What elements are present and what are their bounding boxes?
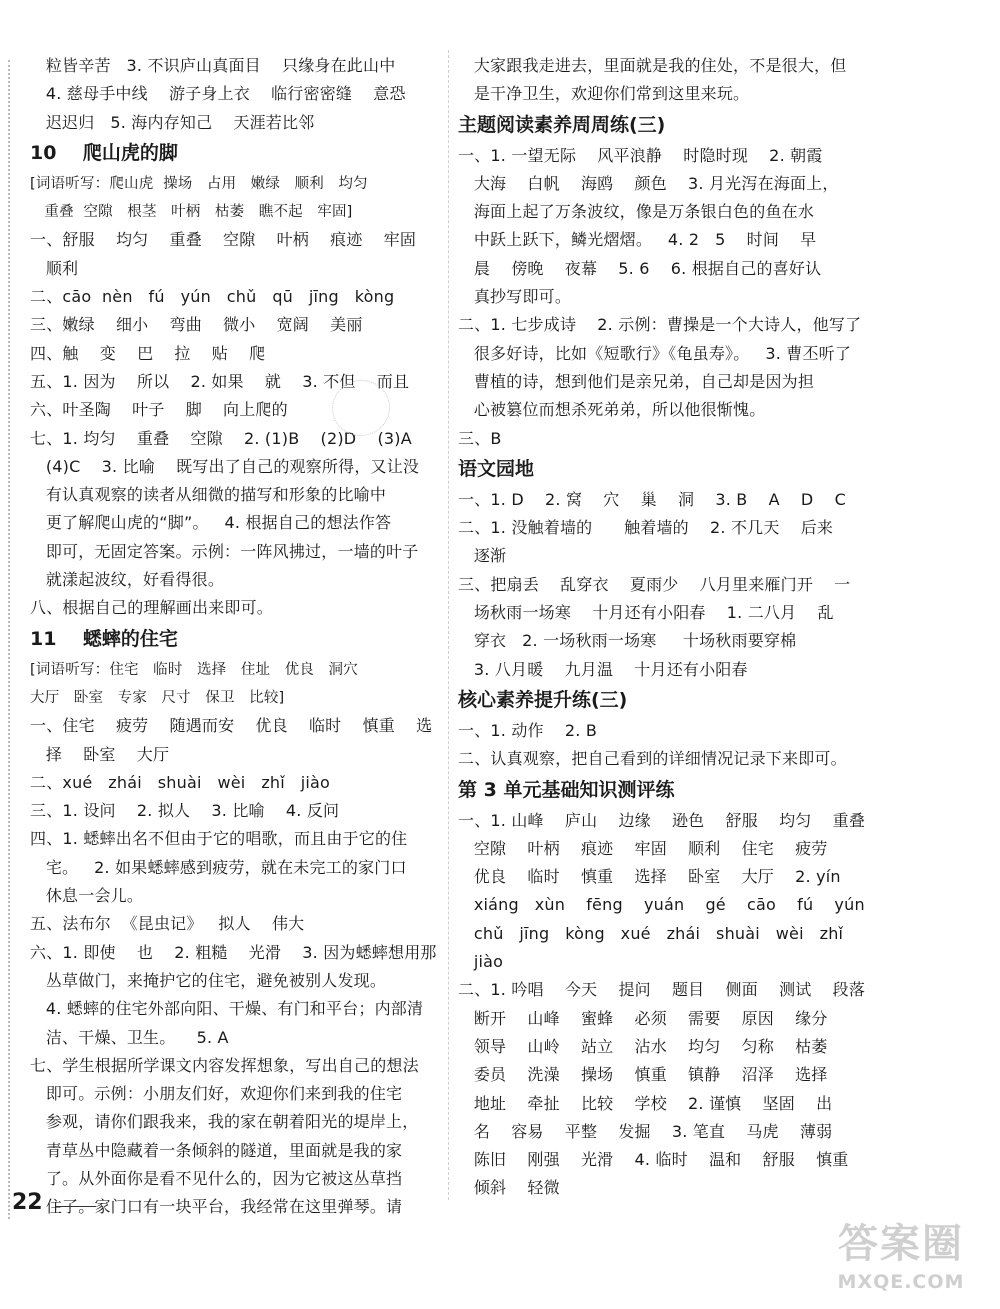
answer-line: 二、xué zhái shuài wèi zhǐ jiào <box>30 772 331 792</box>
answer-line: 即可，无固定答案。示例：一阵风拂过，一墙的叶子 <box>30 541 419 561</box>
answer-line: 五、法布尔 《昆虫记》 拟人 伟大 <box>30 914 305 934</box>
section-heading: 主题阅读素养周周练(三) <box>458 113 666 136</box>
answer-line: 二、1. 吟唱 今天 提问 题目 侧面 测试 段落 <box>458 980 866 1000</box>
answer-line: 倾斜 轻微 <box>458 1178 560 1198</box>
answer-line: 休息一会儿。 <box>30 886 144 906</box>
answer-line: 粒皆辛苦 3. 不识庐山真面目 只缘身在此山中 <box>30 56 396 75</box>
answer-line: 青草丛中隐藏着一条倾斜的隧道，里面就是我的家 <box>30 1140 403 1160</box>
answer-line: jiào <box>458 952 504 972</box>
answer-line: 就漾起波纹，好看得很。 <box>30 570 225 590</box>
answer-line: 海面上起了万条波纹，像是万条银白色的鱼在水 <box>458 202 815 222</box>
answer-line: 六、1. 即使 也 2. 粗糙 光滑 3. 因为蟋蟀想用那 <box>30 942 437 962</box>
watermark-logo: 答案圈 <box>838 1221 964 1267</box>
section-heading: 第 3 单元基础知识测评练 <box>458 778 675 801</box>
page-number: 22 <box>12 1190 43 1215</box>
answer-line: 一、1. 山峰 庐山 边缘 逊色 舒服 均匀 重叠 <box>458 810 866 830</box>
answer-line: 4. 蟋蟀的住宅外部向阳、干燥、有门和平台；内部清 <box>30 999 424 1019</box>
answer-line: 七、学生根据所学课文内容发挥想象，写出自己的想法 <box>30 1055 419 1075</box>
answer-line: 有认真观察的读者从细微的描写和形象的比喻中 <box>30 485 387 505</box>
answer-line: 穿衣 2. 一场秋雨一场寒 十场秋雨要穿棉 <box>458 631 797 651</box>
answer-line: 更了解爬山虎的“脚”。 4. 根据自己的想法作答 <box>30 513 392 533</box>
answer-line: 一、1. D 2. 窝 穴 巢 洞 3. B A D C <box>458 489 846 509</box>
answer-line: 二、1. 没触着墙的 触着墙的 2. 不几天 后来 <box>458 518 834 538</box>
answer-line: 二、1. 七步成诗 2. 示例：曹操是一个大诗人，他写了 <box>458 315 862 335</box>
answer-line: 陈旧 刚强 光滑 4. 临时 温和 舒服 慎重 <box>458 1150 849 1170</box>
answer-line: 丛草做门，来掩护它的住宅，避免被别人发现。 <box>30 970 387 990</box>
answer-line: 3. 八月暖 九月温 十月还有小阳春 <box>458 659 748 679</box>
answer-line: 六、叶圣陶 叶子 脚 向上爬的 <box>30 400 288 420</box>
dictation-line: 重叠 空隙 根茎 叶柄 枯萎 瞧不起 牢固] <box>30 204 353 221</box>
answer-line: 心被篡位而想杀死弟弟，所以他很惭愧。 <box>458 400 766 420</box>
answer-line: 迟迟归 5. 海内存知己 天涯若比邻 <box>30 112 315 132</box>
page-number-rule <box>56 1206 96 1207</box>
right-column <box>458 52 878 1203</box>
answer-line: 顺利 <box>30 258 79 278</box>
answer-line: 断开 山峰 蜜蜂 必须 需要 原因 缘分 <box>458 1008 828 1028</box>
left-column <box>30 52 442 1222</box>
answer-line: 一、舒服 均匀 重叠 空隙 叶柄 痕迹 牢固 <box>30 230 417 250</box>
answer-line: 四、1. 蟋蟀出名不但由于它的唱歌，而且由于它的住 <box>30 829 408 849</box>
site-watermark <box>808 1218 994 1304</box>
answer-line: 地址 牵扯 比较 学校 2. 谨慎 坚固 出 <box>458 1093 833 1113</box>
answer-line: 4. 慈母手中线 游子身上衣 临行密密缝 意恐 <box>30 84 406 104</box>
answer-line: 真抄写即可。 <box>458 287 572 307</box>
answer-line: 晨 傍晚 夜幕 5. 6 6. 根据自己的喜好认 <box>458 258 822 278</box>
answer-line: 二、认真观察，把自己看到的详细情况记录下来即可。 <box>458 749 847 769</box>
answer-line: 委员 洗澡 操场 慎重 镇静 沼泽 选择 <box>458 1065 828 1085</box>
column-divider <box>448 50 449 1200</box>
answer-line: 中跃上跃下，鳞光熠熠。 4. 2 5 时间 早 <box>458 230 817 250</box>
answer-line: 二、cāo nèn fú yún chǔ qū jīng kòng <box>30 287 395 307</box>
dictation-line: [词语听写：住宅 临时 选择 住址 优良 洞穴 <box>30 661 358 678</box>
answer-line: 大家跟我走进去，里面就是我的住处，不是很大，但 <box>458 56 847 75</box>
answer-line: 五、1. 因为 所以 2. 如果 就 3. 不但 而且 <box>30 371 410 391</box>
answer-line: 名 容易 平整 发掘 3. 笔直 马虎 薄弱 <box>458 1121 833 1141</box>
section-heading: 语文园地 <box>458 457 535 480</box>
answer-line: 一、住宅 疲劳 随遇而安 优良 临时 慎重 选 <box>30 716 433 736</box>
answer-line: 三、嫩绿 细小 弯曲 微小 宽阔 美丽 <box>30 315 363 335</box>
answer-line: 领导 山岭 站立 沾水 均匀 匀称 枯萎 <box>458 1036 828 1056</box>
watermark-site: MXQE.COM <box>837 1271 965 1293</box>
answer-line: 一、1. 一望无际 风平浪静 时隐时现 2. 朝霞 <box>458 145 823 165</box>
binding-edge <box>8 60 10 1219</box>
answer-line: 是干净卫生，欢迎你们常到这里来玩。 <box>458 84 750 104</box>
dictation-line: [词语听写：爬山虎 操场 占用 嫩绿 顺利 均匀 <box>30 175 368 192</box>
answer-line: chǔ jīng kòng xué zhái shuài wèi zhǐ <box>458 923 844 943</box>
answer-line: 三、把扇丢 乱穿衣 夏雨少 八月里来雁门开 一 <box>458 574 851 594</box>
answer-line: 择 卧室 大厅 <box>30 744 170 764</box>
answer-line: 空隙 叶柄 痕迹 牢固 顺利 住宅 疲劳 <box>458 838 828 858</box>
answer-line: 四、触 变 巴 拉 贴 爬 <box>30 343 266 363</box>
answer-line: 逐渐 <box>458 546 507 566</box>
answer-line: (4)C 3. 比喻 既写出了自己的观察所得，又让没 <box>30 456 420 476</box>
answer-line: 大海 白帆 海鸥 颜色 3. 月光泻在海面上， <box>458 173 839 193</box>
answer-line: 优良 临时 慎重 选择 卧室 大厅 2. yín <box>458 867 841 887</box>
answer-line: xiáng xùn fēng yuán gé cāo fú yún <box>458 895 865 915</box>
answer-line: 参观，请你们跟我来，我的家在朝着阳光的堤岸上， <box>30 1112 419 1132</box>
answer-line: 宅。 2. 如果蟋蟀感到疲劳，就在未完工的家门口 <box>30 857 407 877</box>
section-heading: 11 蟋蟀的住宅 <box>30 627 178 650</box>
answer-line: 住了。家门口有一块平台，我经常在这里弹琴。请 <box>30 1197 403 1217</box>
answer-line: 曹植的诗，想到他们是亲兄弟，自己却是因为担 <box>458 371 815 391</box>
answer-line: 三、1. 设问 2. 拟人 3. 比喻 4. 反问 <box>30 801 340 821</box>
answer-line: 即可。示例：小朋友们好，欢迎你们来到我的住宅 <box>30 1084 403 1104</box>
answer-line: 场秋雨一场寒 十月还有小阳春 1. 二八月 乱 <box>458 603 834 623</box>
answer-line: 八、根据自己的理解画出来即可。 <box>30 598 274 618</box>
answer-line: 三、B <box>458 428 502 448</box>
section-heading: 核心素养提升练(三) <box>458 688 628 711</box>
answer-line: 一、1. 动作 2. B <box>458 720 598 740</box>
answer-line: 洁、干燥、卫生。 5. A <box>30 1027 229 1047</box>
answer-line: 很多好诗，比如《短歌行》《龟虽寿》。 3. 曹丕听了 <box>458 343 852 363</box>
section-heading: 10 爬山虎的脚 <box>30 141 178 164</box>
dictation-line: 大厅 卧室 专家 尺寸 保卫 比较] <box>30 689 285 706</box>
answer-line: 了。从外面你是看不见什么的，因为它被这丛草挡 <box>30 1168 403 1188</box>
answer-line: 七、1. 均匀 重叠 空隙 2. (1)B (2)D (3)A <box>30 428 412 448</box>
